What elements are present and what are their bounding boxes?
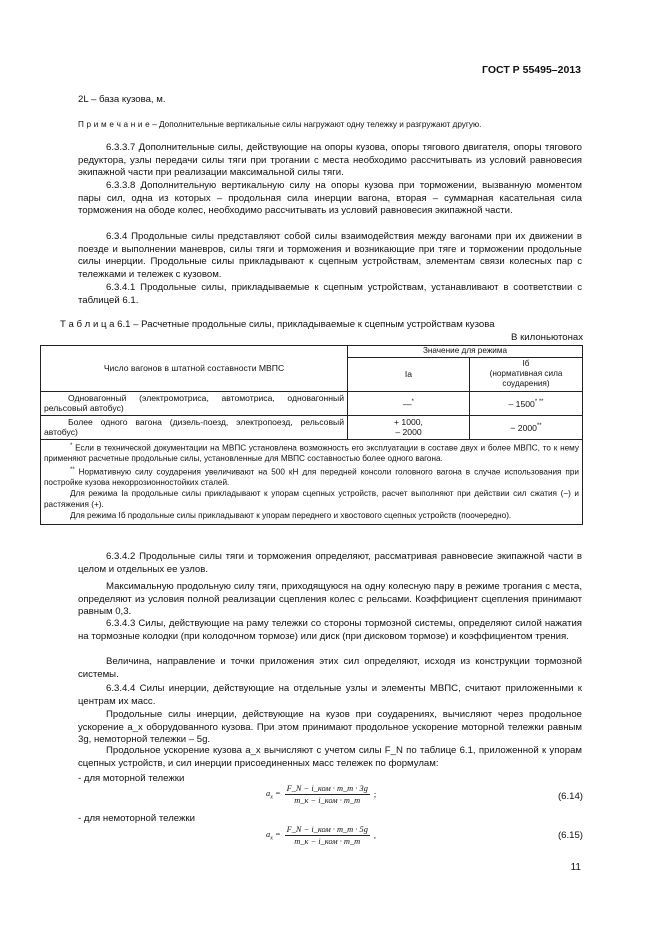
row-ia-value: — xyxy=(403,398,412,409)
row-name: Одновагонный (электромотриса, автомотриса, одновагонный рельсовый автобус) xyxy=(41,391,348,415)
paragraph-inertia: Продольные силы инерции, действующие на кузов при соударениях, вычисляют через продольное ускорение a_x оборудованного кузова. При этом принимают продольное ускорение моторной тележки равным 3g, немоторной тележки – 5g. xyxy=(78,709,582,746)
row-ib-mark: * ** xyxy=(534,398,544,405)
formula-1-label: - для моторной тележки xyxy=(78,773,185,784)
note-primechanie xyxy=(78,119,582,130)
formula-numerator: F_N − i_ком · m_т · 5g xyxy=(286,825,368,834)
col-header-group: Значение для режима xyxy=(348,346,583,358)
row-ib xyxy=(470,391,583,415)
row-ib-value: – 1500 xyxy=(508,398,535,409)
formula-denominator: m_к − i_ком · m_т xyxy=(294,796,361,805)
formula-6-15 xyxy=(266,825,376,846)
paragraph-2l xyxy=(78,94,582,107)
page-number: 11 xyxy=(570,862,581,873)
table-caption xyxy=(60,319,495,330)
table-units: В килоньютонах xyxy=(511,332,583,343)
formula-2-label: - для немоторной тележки xyxy=(78,813,195,824)
formula-fraction xyxy=(285,825,370,846)
table-row xyxy=(41,415,583,439)
note-mark: ** xyxy=(70,466,75,473)
paragraph-6338: 6.3.3.8 Дополнительную вертикальную силу на опоры кузова при торможении, вызванную моментом пары сил, одна из которых – продольная сила инерции вагона, вторая – суммарная касательная сила торможения на ободе колес, необходимо рассчитывать из условий равновесия экипажной части. xyxy=(78,180,582,217)
row-ib xyxy=(470,415,583,439)
formula-6-14 xyxy=(266,784,376,805)
formula-denominator: m_к − i_ком · m_т xyxy=(294,837,361,846)
lhs-sub: x xyxy=(270,835,273,842)
paragraph-acceleration: Продольное ускорение кузова a_x вычисляют с учетом силы F_N по таблице 6.1, приложенной к упорам сцепных устройств, и сил инерции присоединенных масс тележек по формулам: xyxy=(78,745,582,769)
row-name: Более одного вагона (дизель-поезд, электропоезд, рельсовый автобус) xyxy=(41,415,348,439)
paragraph-634: 6.3.4 Продольные силы представляют собой силы взаимодействия между вагонами при их движении в поезде и выполнении маневров, силы тяги и торможения и возникающие при тяге и торможении продольные силы инерции. Продольные силы прикладывают к сцепным устройствам, элементам связи колесных пар с тележками и тележек с кузовом. xyxy=(78,231,582,280)
paragraph-6341: 6.3.4.1 Продольные силы, прикладываемые к сцепным устройствам, устанавливают в соответствии с таблицей 6.1. xyxy=(78,282,582,306)
row-ia-value: + 1000, – 2000 xyxy=(348,415,470,439)
paragraph-brake-forces: Величина, направление и точки приложения этих сил определяют, исходя из конструкции тормозной системы. xyxy=(78,656,582,680)
table-note xyxy=(44,465,579,489)
formula-2-number: (6.15) xyxy=(557,830,583,841)
note-mark: * xyxy=(70,442,73,449)
col-header-ib: Iб (нормативная сила соударения) xyxy=(470,357,583,391)
formula-fraction xyxy=(285,784,370,805)
note-text: Нормативную силу соударения увеличивают на 500 кН для передней консоли головного вагона в случае использования при постройке кузова некоррозионностойких сталей. xyxy=(44,467,579,488)
table-caption-label: Т а б л и ц а xyxy=(60,319,115,330)
formula-lhs: $a_x$ = xyxy=(266,829,281,842)
forces-table xyxy=(40,345,583,525)
note-text: – Дополнительные вертикальные силы нагружают одну тележку и разгружают другую. xyxy=(149,120,482,129)
row-ib-value: − 2000 xyxy=(510,422,537,433)
table-row xyxy=(41,391,583,415)
note-label: П р и м е ч а н и е xyxy=(78,120,150,129)
table-note: Для режима Iб продольные силы прикладывают к упорам переднего и хвостового сцепных устройств (поочередно). xyxy=(70,510,512,520)
text-2l: 2L – база кузова, м. xyxy=(78,94,166,105)
row-ia xyxy=(348,391,470,415)
paragraph-6344: 6.3.4.4 Силы инерции, действующие на отдельные узлы и элементы МВПС, считают приложенными к центрам их масс. xyxy=(78,683,582,707)
lhs-symbol: a xyxy=(266,788,271,798)
table-note: Для режима Iа продольные силы прикладывают к упорам сцепных устройств, расчет выполняют при действии сил сжатия (−) и растяжения (+). xyxy=(44,489,579,509)
table-note xyxy=(44,441,579,465)
document-code: ГОСТ Р 55495–2013 xyxy=(482,64,581,76)
table-notes xyxy=(41,439,583,524)
paragraph-6343: 6.3.4.3 Силы, действующие на раму тележки со стороны тормозной системы, определяют силой нажатия на тормозные колодки (при колодочном тормозе) или диск (при дисковом тормозе) и коэффициентом трения. xyxy=(78,618,582,642)
formula-lhs: $a_x$ = xyxy=(266,788,281,801)
lhs-sub: x xyxy=(270,794,273,801)
row-ia-mark: * xyxy=(411,398,414,405)
formula-1-number: (6.14) xyxy=(557,791,583,802)
table-notes-row xyxy=(41,439,583,524)
note-text: Если в технической документации на МВПС установлена возможность его эксплуатации в составе двух и более МВПС, то к нему применяют расчетные продольные силы, установленные для МВПС составностью более одного вагона. xyxy=(44,443,579,464)
paragraph-max-traction: Максимальную продольную силу тяги, приходящуюся на одну колесную пару в режиме трогания с места, определяют из условия полной реализации сцепления колес с рельсами. Коэффициент сцепления принимают равным 0,3. xyxy=(78,581,582,618)
paragraph-6337: 6.3.3.7 Дополнительные силы, действующие на опоры кузова, опоры тягового двигателя, опоры тягового редуктора, узлы передачи силы тяги при трогании с места необходимо рассчитывать из условий равновесия экипажной части при реализации максимальной силы тяги. xyxy=(78,142,582,179)
formula-suffix: , xyxy=(373,831,376,840)
col-header-ia: Iа xyxy=(348,357,470,391)
formula-suffix: ; xyxy=(373,790,377,799)
table-caption-text: 6.1 – Расчетные продольные силы, прикладываемые к сцепным устройствам кузова xyxy=(114,319,495,330)
formula-numerator: F_N − i_ком · m_т · 3g xyxy=(286,784,368,793)
col-header-count: Число вагонов в штатной составности МВПС xyxy=(41,346,348,392)
lhs-symbol: a xyxy=(266,829,271,839)
paragraph-6342: 6.3.4.2 Продольные силы тяги и торможения определяют, рассматривая равновесие экипажной части в целом и отдельных ее узлов. xyxy=(78,551,582,575)
row-ib-mark: ** xyxy=(536,422,542,429)
